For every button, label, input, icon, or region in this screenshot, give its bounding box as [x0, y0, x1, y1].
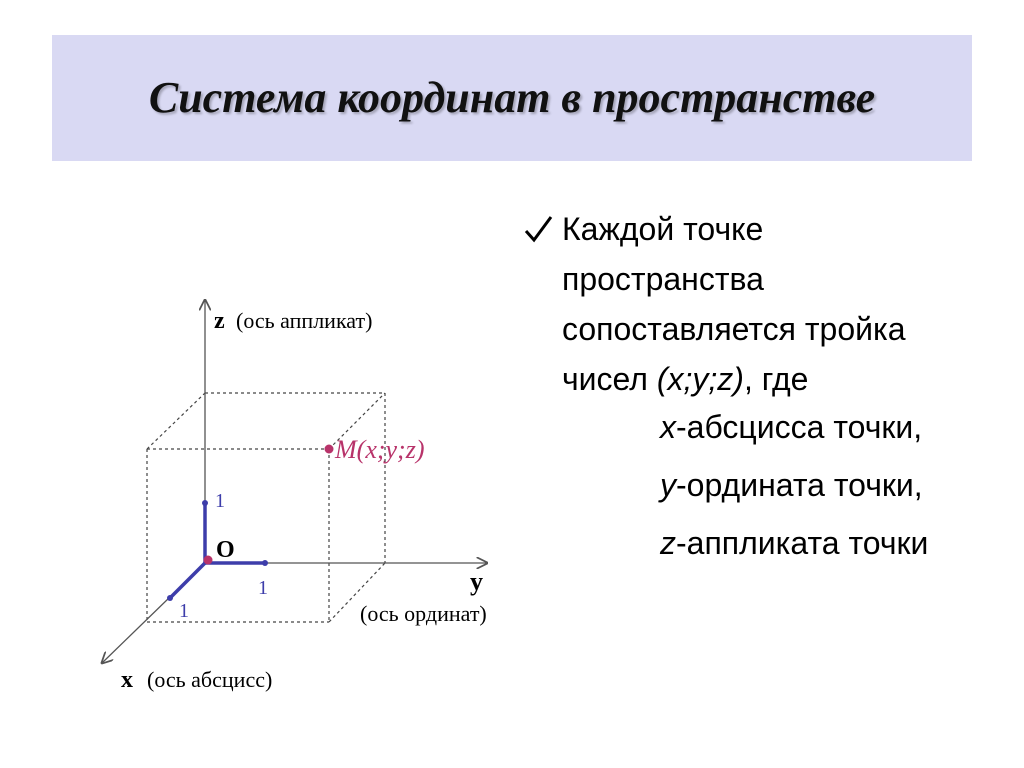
where-word: , где: [743, 361, 809, 397]
point-m: [325, 445, 334, 454]
z-axis-letter: z: [214, 308, 225, 334]
slide-title: Система координат в пространстве: [148, 73, 876, 122]
unit-label-z: 1: [215, 490, 225, 512]
x-axis-caption: (ось абсцисс): [147, 667, 273, 692]
unit-label-y: 1: [258, 577, 268, 599]
numbers-word: чисел: [562, 361, 657, 397]
definition-y-text: -ордината точки,: [676, 467, 923, 503]
unit-label-x: 1: [179, 600, 189, 622]
y-axis-letter: y: [470, 567, 483, 596]
definition-z: [660, 525, 928, 562]
paragraph-line-2: пространства: [562, 261, 764, 297]
x-axis-letter: x: [121, 667, 133, 693]
definition-x-text: -абсцисса точки,: [676, 409, 923, 445]
definition-z-text: -аппликата точки: [676, 525, 929, 561]
description-paragraph: [562, 204, 982, 404]
z-axis-caption: (ось аппликат): [236, 308, 373, 333]
definition-x-var: x: [660, 409, 676, 445]
unit-segment-x: [170, 563, 205, 598]
paragraph-line-4: [562, 354, 982, 404]
unit-dot-z: [202, 500, 208, 506]
box-edge-top-left-diag: [147, 393, 205, 449]
y-axis-caption: (ось ординат): [360, 601, 487, 626]
unit-dot-x: [167, 595, 173, 601]
origin-label: O: [216, 537, 235, 563]
paragraph-line-1: Каждой точке: [562, 211, 764, 247]
point-m-label: M(x;y;z): [335, 435, 425, 464]
checkmark-icon: [522, 204, 556, 254]
definition-y-var: y: [660, 467, 676, 503]
definition-y: [660, 467, 923, 504]
coordinate-triple: (x;y;z): [656, 361, 744, 397]
definition-z-var: z: [660, 525, 676, 561]
paragraph-line-3: сопоставляется тройка: [562, 311, 906, 347]
origin-point: [204, 556, 213, 565]
definition-x: [660, 409, 922, 446]
unit-dot-y: [262, 560, 268, 566]
